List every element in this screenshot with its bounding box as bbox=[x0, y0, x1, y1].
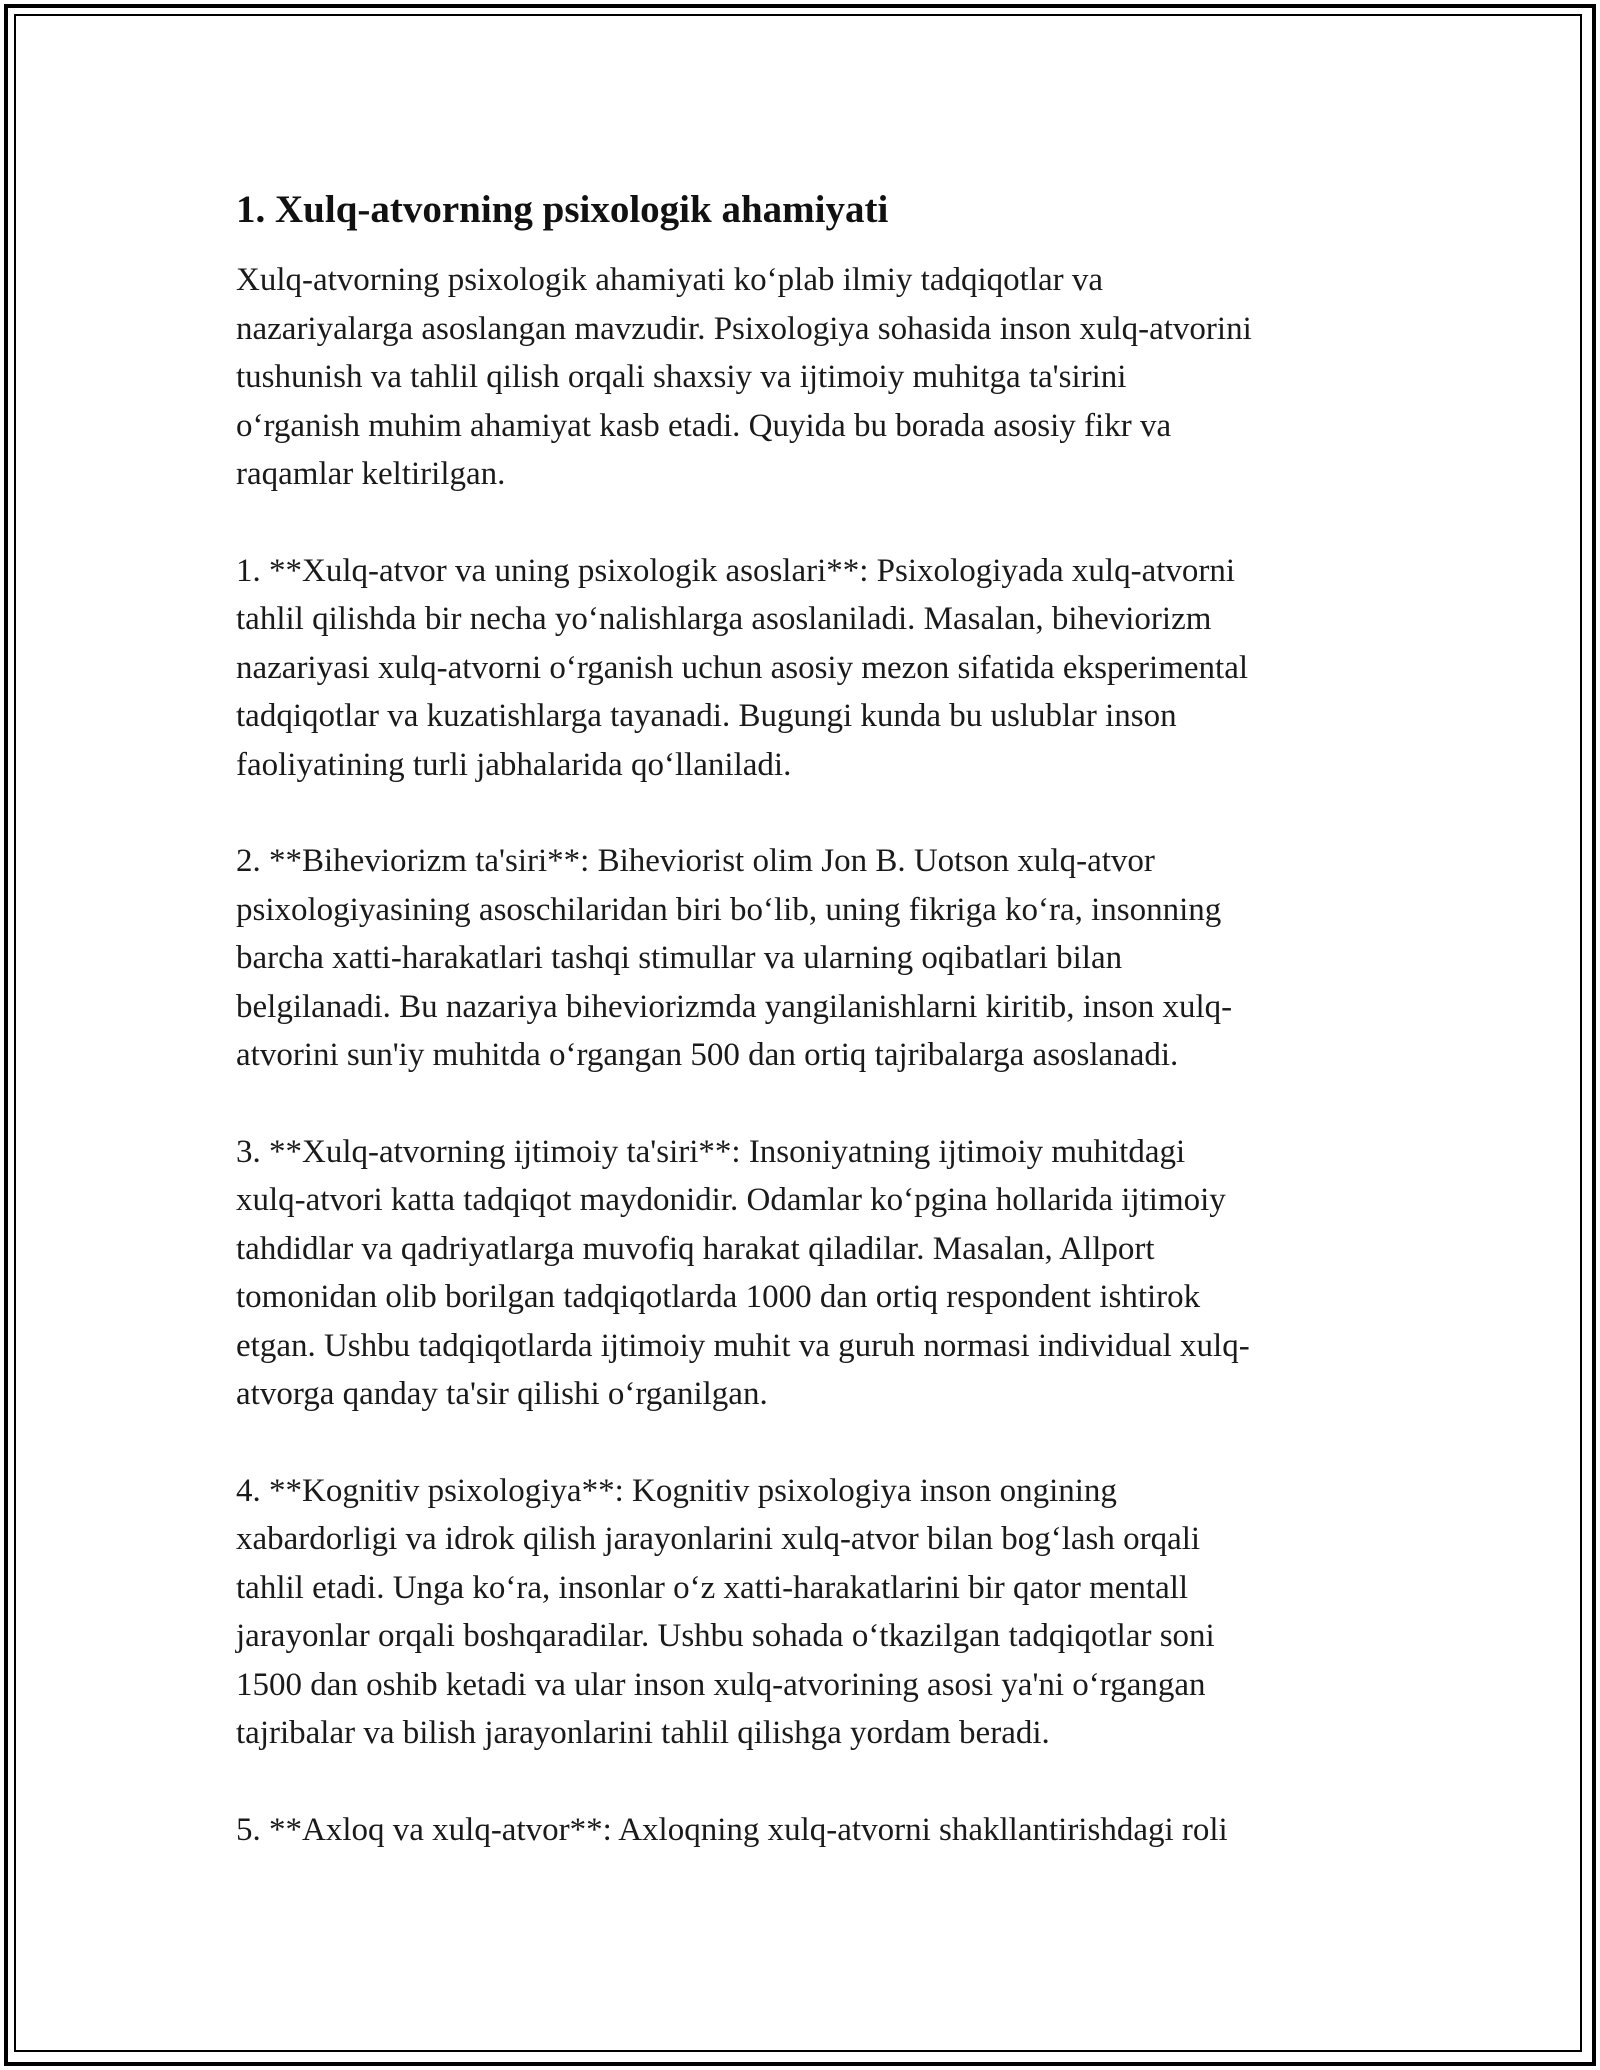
document-title: 1. Xulq-atvorning psixologik ahamiyati bbox=[236, 188, 889, 231]
text-line: tomonidan olib borilgan tadqiqotlarda 1000 dan ortiq respondent ishtirok bbox=[236, 1279, 1201, 1315]
text-line: atvorga qanday ta'sir qilishi o‘rganilgan. bbox=[236, 1376, 768, 1412]
text-line: 4. **Kognitiv psixologiya**: Kognitiv psixologiya inson ongining bbox=[236, 1472, 1117, 1509]
text-line: 1500 dan oshib ketadi va ular inson xulq-atvorining asosi ya'ni o‘rgangan bbox=[236, 1666, 1206, 1703]
text-line: tahlil etadi. Unga ko‘ra, insonlar o‘z xatti-harakatlarini bir qator mentall bbox=[236, 1569, 1189, 1606]
text-line: o‘rganish muhim ahamiyat kasb etadi. Quyida bu borada asosiy fikr va bbox=[236, 407, 1172, 444]
text-line: tahlil qilishda bir necha yo‘nalishlarga asoslaniladi. Masalan, biheviorizm bbox=[236, 601, 1212, 637]
text-line: tahdidlar va qadriyatlarga muvofiq harakat qiladilar. Masalan, Allport bbox=[236, 1230, 1155, 1267]
point-4-paragraph bbox=[236, 1467, 1376, 1758]
text-line: atvorini sun'iy muhitda o‘rgangan 500 dan ortiq tajribalarga asoslanadi. bbox=[236, 1037, 1179, 1073]
text-line: tajribalar va bilish jarayonlarini tahlil qilishga yordam beradi. bbox=[236, 1715, 1050, 1751]
text-line: etgan. Ushbu tadqiqotlarda ijtimoiy muhit va guruh normasi individual xulq- bbox=[236, 1327, 1250, 1364]
text-line: jarayonlar orqali boshqaradilar. Ushbu sohada o‘tkazilgan tadqiqotlar soni bbox=[236, 1618, 1215, 1654]
text-line: belgilanadi. Bu nazariya biheviorizmda yangilanishlarni kiritib, inson xulq- bbox=[236, 988, 1233, 1025]
text-line: barcha xatti-harakatlari tashqi stimullar va ularning oqibatlari bilan bbox=[236, 940, 1123, 976]
point-2-paragraph bbox=[236, 837, 1376, 1080]
point-5-paragraph bbox=[236, 1806, 1376, 1855]
text-line: Xulq-atvorning psixologik ahamiyati ko‘plab ilmiy tadqiqotlar va bbox=[236, 262, 1104, 298]
text-line: tushunish va tahlil qilish orqali shaxsiy va ijtimoiy muhitga ta'sirini bbox=[236, 359, 1127, 395]
document-body bbox=[236, 186, 1376, 1902]
text-line: tadqiqotlar va kuzatishlarga tayanadi. Bugungi kunda bu uslublar inson bbox=[236, 698, 1177, 734]
text-line: 2. **Biheviorizm ta'siri**: Biheviorist olim Jon B. Uotson xulq-atvor bbox=[236, 843, 1155, 879]
text-line: xulq-atvori katta tadqiqot maydonidir. Odamlar ko‘pgina hollarida ijtimoiy bbox=[236, 1182, 1226, 1218]
text-line: xabardorligi va idrok qilish jarayonlarini xulq-atvor bilan bog‘lash orqali bbox=[236, 1521, 1201, 1557]
point-1-paragraph bbox=[236, 547, 1376, 790]
text-line: raqamlar keltirilgan. bbox=[236, 456, 506, 492]
text-line: psixologiyasining asoschilaridan biri bo‘lib, uning fikriga ko‘ra, insonning bbox=[236, 891, 1222, 928]
text-line: nazariyasi xulq-atvorni o‘rganish uchun asosiy mezon sifatida eksperimental bbox=[236, 649, 1249, 686]
text-line: faoliyatining turli jabhalarida qo‘llaniladi. bbox=[236, 746, 792, 783]
text-line: nazariyalarga asoslangan mavzudir. Psixologiya sohasida inson xulq-atvorini bbox=[236, 310, 1252, 347]
text-line: 5. **Axloq va xulq-atvor**: Axloqning xulq-atvorni shakllantirishdagi roli bbox=[236, 1811, 1228, 1848]
intro-paragraph bbox=[236, 256, 1376, 499]
text-line: 3. **Xulq-atvorning ijtimoiy ta'siri**: Insoniyatning ijtimoiy muhitdagi bbox=[236, 1133, 1186, 1170]
point-3-paragraph bbox=[236, 1128, 1376, 1419]
text-line: 1. **Xulq-atvor va uning psixologik asoslari**: Psixologiyada xulq-atvorni bbox=[236, 552, 1236, 589]
